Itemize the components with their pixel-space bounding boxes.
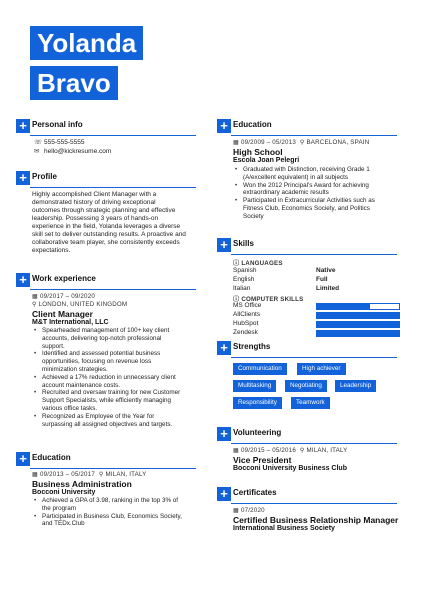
profile-line: Highly accomplished Client Manager with a: [32, 191, 157, 198]
school-name: Escola Joan Pelegrí: [233, 157, 300, 164]
list-item: • Graduated with Distinction, receiving Grade 1 (A/excellent equivalent) in all subjects: [243, 166, 419, 182]
location-text: MILAN, ITALY: [306, 447, 348, 454]
list-item: • Recognized as Employee of the Year for surpassing all assigned objectives and targets.: [42, 413, 214, 429]
section-title: Profile: [32, 172, 57, 181]
profile-line: expectations.: [32, 247, 71, 254]
profile-line: outcomes through strategic planning and effective: [32, 207, 176, 214]
section-title: Education: [233, 120, 272, 129]
computer-skill-name: Zendesk: [233, 329, 258, 336]
computer-skill-name: HubSpot: [233, 320, 259, 327]
plus-icon: +: [16, 452, 30, 466]
list-item: • Participated in Business Club, Economics Society, and TEDx.Club: [42, 513, 214, 529]
list-item: • Identified and assessed potential business opportunities, focusing on revenue loss minimization strategies.: [42, 350, 214, 373]
location-pin-icon: ⚲: [98, 471, 104, 478]
section-profile: [16, 171, 196, 187]
profile-line: demonstrated history of driving exceptional: [32, 199, 156, 206]
school-name: Bocconi University: [32, 489, 96, 496]
section-title: Education: [32, 453, 71, 462]
language-level: Native: [316, 267, 336, 274]
profile-line: skill set to deliver outstanding results. A proactive and: [32, 231, 186, 238]
section-title: Personal info: [32, 120, 83, 129]
skill-level-bar: [316, 303, 400, 310]
location-pin-icon: ⚲: [32, 301, 37, 308]
strength-tag: High achiever: [297, 363, 346, 375]
work-dates: [32, 293, 95, 300]
volunteer-org: Bocconi University Business Club: [233, 465, 347, 472]
location-pin-icon: ⚲: [299, 447, 305, 454]
calendar-icon: ▦: [233, 139, 240, 146]
section-title: Work experience: [32, 274, 96, 283]
education-dates-location: [32, 471, 147, 478]
email-row: [34, 147, 111, 156]
list-item: • Achieved a GPA of 3.98, ranking in the top 3% of the program: [42, 497, 214, 513]
section-certificates: [217, 487, 397, 503]
language-level: Full: [316, 276, 328, 283]
certificate-date: [233, 507, 265, 514]
profile-line: collaborative team player, she consistently exceeds: [32, 239, 180, 246]
section-rule: [30, 468, 196, 469]
phone-icon: ☏: [34, 139, 43, 146]
location-pin-icon: ⚲: [299, 139, 305, 146]
plus-icon: +: [16, 119, 30, 133]
section-personal-info: [16, 119, 196, 135]
envelope-icon: ✉: [34, 148, 40, 155]
calendar-icon: ▦: [32, 293, 39, 300]
plus-icon: +: [217, 341, 231, 355]
work-bullets: [32, 327, 214, 428]
degree-title: Business Administration: [32, 479, 132, 489]
section-rule: [30, 187, 196, 188]
volunteering-dates-location: [233, 447, 348, 454]
list-item: • Won the 2012 Principal's Award for achieving extraordinary academic results: [243, 182, 419, 198]
section-skills: [217, 238, 397, 254]
date-range: 09/2017 – 09/2020: [39, 293, 95, 300]
languages-subheading: ⓘ LANGUAGES: [233, 260, 283, 267]
plus-icon: +: [217, 487, 231, 501]
section-education-left: [16, 452, 196, 468]
strength-tag: Multitasking: [233, 380, 276, 392]
date-range: 09/2015 – 05/2016: [240, 447, 296, 454]
date-text: 07/2020: [240, 507, 265, 514]
section-volunteering: [217, 427, 397, 443]
plus-icon: +: [217, 238, 231, 252]
degree-title: High School: [233, 147, 283, 157]
section-rule: [231, 503, 397, 504]
plus-icon: +: [217, 427, 231, 441]
section-strengths: [217, 341, 397, 357]
location-text: LONDON, UNITED KINGDOM: [38, 301, 128, 308]
bar-empty: [370, 304, 399, 309]
computer-skill-name: AllClients: [233, 311, 261, 318]
strength-tag: Communication: [233, 363, 287, 375]
calendar-icon: ▦: [32, 471, 39, 478]
profile-text: [32, 191, 207, 255]
profile-line: leadership. Possessing 3 years of hands-on: [32, 215, 159, 222]
computer-skill-name: MS Office: [233, 302, 262, 309]
info-icon: ⓘ: [233, 296, 240, 303]
education-dates-location: [233, 139, 369, 146]
plus-icon: +: [16, 273, 30, 287]
section-education-right: [217, 119, 397, 135]
section-rule: [30, 135, 196, 136]
section-rule: [231, 135, 397, 136]
phone-row: [34, 138, 84, 147]
list-item: • Spearheaded management of 100+ key client accounts, delivering top-notch professional support.: [42, 327, 214, 350]
section-title: Strengths: [233, 342, 271, 351]
date-range: 09/2009 – 05/2013: [240, 139, 296, 146]
volunteer-role: Vice President: [233, 455, 292, 465]
section-rule: [231, 254, 397, 255]
info-icon: ⓘ: [233, 260, 240, 267]
skill-level-bar: [316, 321, 400, 328]
section-rule: [30, 289, 196, 290]
strength-tag: Leadership: [335, 380, 376, 392]
location-text: BARCELONA, SPAIN: [306, 139, 370, 146]
section-title: Certificates: [233, 488, 277, 497]
section-work-experience: [16, 273, 196, 289]
strength-tag: Responsibility: [233, 397, 282, 409]
section-rule: [231, 443, 397, 444]
first-name: Yolanda: [30, 26, 143, 60]
plus-icon: +: [217, 119, 231, 133]
strength-tag: Negotiating: [285, 380, 327, 392]
email-address: hello@kickresume.com: [44, 148, 112, 155]
section-rule: [231, 357, 397, 358]
computer-skills-subheading: ⓘ COMPUTER SKILLS: [233, 296, 304, 303]
plus-icon: +: [16, 171, 30, 185]
education-bullets: [233, 166, 419, 221]
list-item: • Recruited and oversaw training for new Customer Support Specialists, while efficiently managing various office tasks.: [42, 389, 214, 412]
list-item: • Participated in Extracurricular Activities such as Fitness Club, Economics Society, and Politics Society: [243, 197, 419, 220]
strength-tag: Teamwork: [291, 397, 330, 409]
language-name: Spanish: [233, 267, 257, 274]
language-name: English: [233, 276, 255, 283]
date-range: 09/2013 – 05/2017: [39, 471, 95, 478]
skill-level-bar: [316, 330, 400, 337]
work-location: [32, 301, 127, 308]
last-name: Bravo: [30, 66, 118, 100]
section-title: Skills: [233, 239, 254, 248]
language-name: Italian: [233, 285, 251, 292]
phone-number: 555-555-5555: [44, 139, 85, 146]
list-item: • Achieved a 17% reduction in unnecessary client account maintenance costs.: [42, 374, 214, 390]
job-title: Client Manager: [32, 309, 93, 319]
profile-line: experience in the field, Yolanda leverages a diverse: [32, 223, 181, 230]
certificate-issuer: International Business Society: [233, 525, 335, 532]
calendar-icon: ▦: [233, 507, 240, 514]
location-text: MILAN, ITALY: [105, 471, 147, 478]
section-title: Volunteering: [233, 428, 282, 437]
skill-level-bar: [316, 312, 400, 319]
language-level: Limited: [316, 285, 340, 292]
certificate-name: Certified Business Relationship Manager: [233, 515, 399, 525]
education-bullets: [32, 497, 214, 528]
calendar-icon: ▦: [233, 447, 240, 454]
company-name: M&T International, LLC: [32, 319, 109, 326]
